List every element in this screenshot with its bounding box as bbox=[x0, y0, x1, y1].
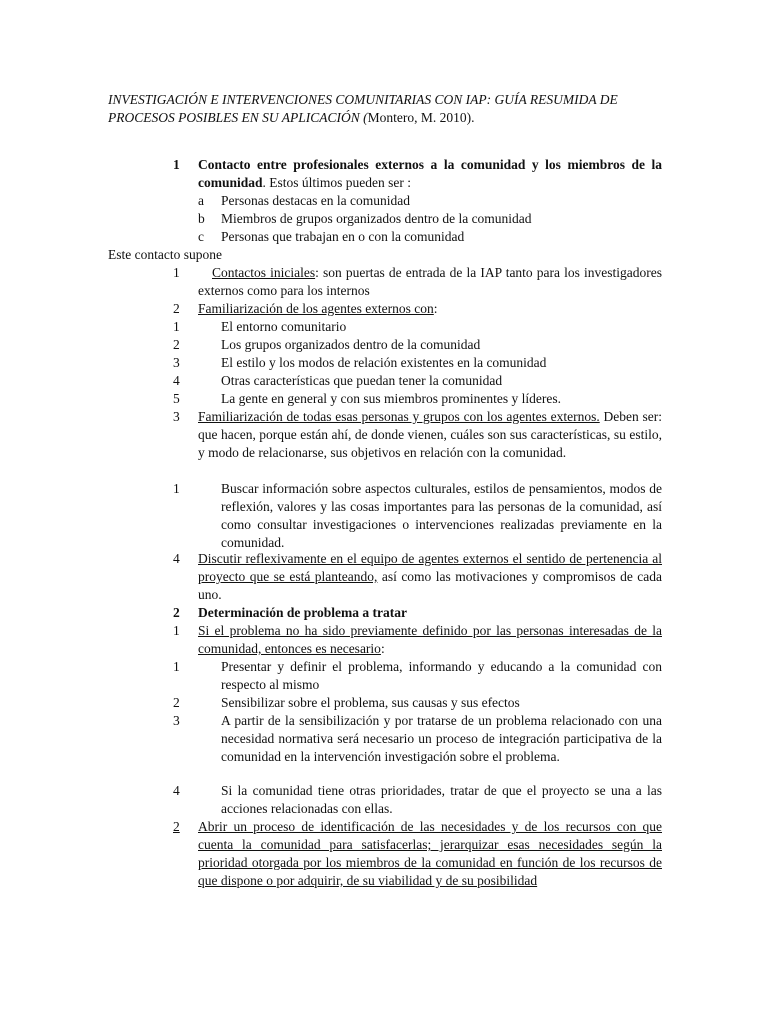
title-citation: Montero, M. 2010). bbox=[367, 110, 475, 125]
list-item: 1 bbox=[173, 319, 180, 334]
item-abrir-proceso: Abrir un proceso de identificación de las necesidades y de los recursos con que cuenta la comunidad para satisfacerlas; jerarquizar esas necesidades según la prioridad otorgada por los miembros de la comunidad en función de los recursos de que dispone o por adquirir, de su viabilidad y de su posibilidad bbox=[198, 819, 662, 888]
list-item: 4 bbox=[173, 373, 180, 388]
document-title bbox=[108, 91, 668, 127]
item-number: 2 bbox=[173, 301, 180, 316]
list-item: 3 bbox=[173, 713, 180, 728]
list-item-text: Otras características que puedan tener la comunidad bbox=[221, 373, 503, 388]
list-item-text: A partir de la sensibilización y por tratarse de un problema relacionado con una necesidad normativa será necesario un proceso de integración participativa de la comunidad en la intervención investigación sobre el problema. bbox=[221, 713, 662, 764]
item-si-el-problema: Si el problema no ha sido previamente definido por las personas interesadas de la comunidad, entonces es necesario: bbox=[198, 623, 662, 656]
item-number: 4 bbox=[173, 551, 180, 566]
section-1-rest: . Estos últimos pueden ser : bbox=[262, 175, 412, 190]
paragraph-supone: Este contacto supone bbox=[108, 247, 222, 262]
item-familiarizacion-todas: Familiarización de todas esas personas y grupos con los agentes externos. Deben ser: que hacen, porque están ahí, de donde vienen, cuáles son sus características, su estilo, y modo de relacionarse, sus objetivos en relación con la comunidad. bbox=[198, 409, 662, 460]
list-item: 3 bbox=[173, 355, 180, 370]
item-number: 3 bbox=[173, 409, 180, 424]
list-item: a bbox=[198, 193, 204, 208]
list-item-text: La gente en general y con sus miembros prominentes y líderes. bbox=[221, 391, 562, 406]
list-item-text: Miembros de grupos organizados dentro de la comunidad bbox=[221, 211, 532, 226]
list-item-text: Los grupos organizados dentro de la comunidad bbox=[221, 337, 481, 352]
section-1-number: 1 bbox=[173, 157, 180, 172]
list-item-text: Sensibilizar sobre el problema, sus causas y sus efectos bbox=[221, 695, 520, 710]
item-buscar-informacion: Buscar información sobre aspectos culturales, estilos de pensamientos, modos de reflexión, valores y las cosas importantes para las personas de la comunidad, así como consultar investigaciones o intervenciones realizadas previamente en la comunidad. bbox=[221, 481, 662, 550]
list-item: c bbox=[198, 229, 204, 244]
title-italic: INVESTIGACIÓN E INTERVENCIONES COMUNITARIAS CON IAP: GUÍA RESUMIDA DE PROCESOS POSIBLES EN SU APLICACIÓN ( bbox=[108, 92, 618, 125]
list-item: 2 bbox=[173, 695, 180, 710]
list-item-text: Presentar y definir el problema, informando y educando a la comunidad con respecto al mismo bbox=[221, 659, 662, 692]
section-1-title: Contacto entre profesionales externos a la comunidad y los miembros de la comunidad bbox=[198, 157, 662, 190]
list-item: 2 bbox=[173, 337, 180, 352]
list-item-text: El estilo y los modos de relación existentes en la comunidad bbox=[221, 355, 547, 370]
item-number: 1 bbox=[173, 265, 180, 280]
section-2-number: 2 bbox=[173, 605, 180, 620]
list-item: 4 bbox=[173, 783, 180, 798]
item-number: 1 bbox=[173, 481, 180, 496]
item-number: 2 bbox=[173, 819, 180, 834]
list-item-text: El entorno comunitario bbox=[221, 319, 347, 334]
item-contactos-iniciales: Contactos iniciales: son puertas de entrada de la IAP tanto para los investigadores externos como para los internos bbox=[198, 265, 662, 298]
list-item-text: Si la comunidad tiene otras prioridades, tratar de que el proyecto se una a las acciones relacionadas con ellas. bbox=[221, 783, 662, 816]
list-item: 5 bbox=[173, 391, 180, 406]
list-item: b bbox=[198, 211, 205, 226]
list-item-text: Personas destacas en la comunidad bbox=[221, 193, 410, 208]
section-2-title: Determinación de problema a tratar bbox=[198, 605, 407, 620]
item-familiarizacion: Familiarización de los agentes externos con: bbox=[198, 301, 438, 316]
item-discutir: Discutir reflexivamente en el equipo de agentes externos el sentido de pertenencia al proyecto que se está planteando, así como las motivaciones y compromisos de cada uno. bbox=[198, 551, 663, 602]
section-1-heading bbox=[198, 156, 662, 192]
list-item-text: Personas que trabajan en o con la comunidad bbox=[221, 229, 465, 244]
list-item: 1 bbox=[173, 659, 180, 674]
item-number: 1 bbox=[173, 623, 180, 638]
